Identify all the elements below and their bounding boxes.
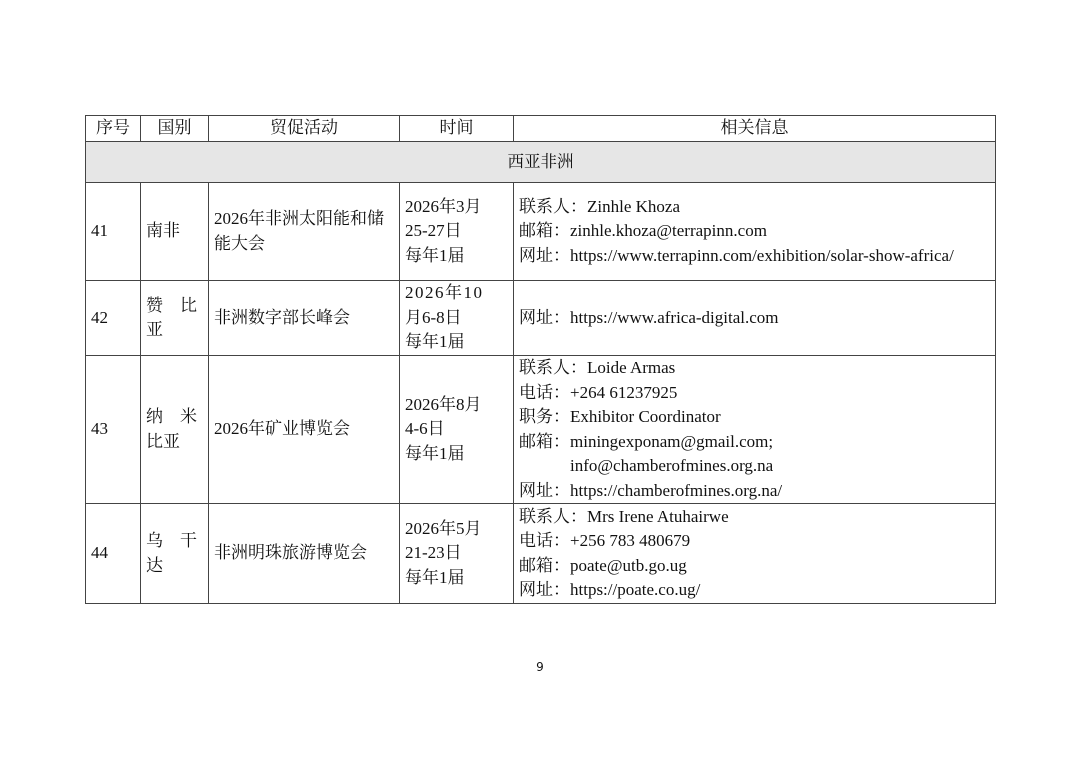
info-value: zinhle.khoza@terrapinn.com [570,221,767,241]
info-label: 联系人： [519,506,587,526]
events-table [85,115,996,604]
info-line [519,505,990,530]
row-info [514,356,996,504]
info-value: https://www.africa-digital.com [570,307,779,327]
country-line [146,294,203,319]
info-label: 联系人： [519,358,587,377]
info-value-line: miningexponam@gmail.com; [570,431,774,451]
info-label: 邮箱： [519,221,570,241]
info-value: +256 783 480679 [570,531,691,550]
info-value: https://www.terrapinn.com/exhibition/solar-show-africa/ [570,245,954,265]
country-char: 乌 [146,531,163,550]
info-label: 网址： [519,245,570,265]
row-index: 41 [86,183,141,281]
country-char: 纳 [146,407,163,426]
time-line [405,195,508,220]
time-line: 21-23日 [405,543,462,563]
header-event: 贸促活动 [209,116,400,142]
info-value: https://chamberofmines.org.na/ [570,480,783,500]
info-line [519,381,990,406]
table-row [86,356,996,504]
country-text: 南非 [146,221,180,241]
info-label: 网址： [519,580,570,599]
info-line [519,405,990,430]
country-char: 赞 [146,295,163,315]
info-label: 网址： [519,480,570,500]
info-line [519,219,990,244]
time-line: 每年1届 [405,245,465,265]
time-line: 每年1届 [405,332,465,352]
row-info [514,183,996,281]
table-row [86,504,996,604]
region-row [86,142,996,183]
header-index: 序号 [86,116,141,142]
table-row [86,183,996,281]
info-label: 邮箱： [519,555,570,575]
row-time [400,356,514,504]
table-header-row [86,116,996,142]
info-label: 邮箱： [519,431,570,451]
info-line [519,529,990,554]
row-time [400,281,514,356]
time-line: 每年1届 [405,567,465,587]
row-country [141,356,209,504]
country-line: 亚 [146,320,163,339]
row-event: 非洲数字部长峰会 [209,281,400,356]
info-label: 网址： [519,307,570,327]
row-country [141,183,209,281]
time-line: 2026年5月 [405,518,482,538]
row-info [514,281,996,356]
country-line [146,529,203,554]
info-value: Zinhle Khoza [587,196,680,216]
time-line: 2026年8月 [405,394,482,414]
row-time [400,504,514,604]
info-label: 电话： [519,382,570,402]
row-country [141,504,209,604]
row-info [514,504,996,604]
country-line [146,405,203,430]
country-char: 干 [180,531,197,550]
row-index: 42 [86,281,141,356]
header-time: 时间 [400,116,514,142]
info-value: poate@utb.go.ug [570,555,687,575]
info-line [519,479,990,504]
info-value: Mrs Irene Atuhairwe [587,506,729,526]
country-line: 比亚 [146,431,180,451]
info-line [519,306,990,331]
time-line: 25-27日 [405,221,462,241]
row-time [400,183,514,281]
row-country [141,281,209,356]
row-event: 2026年矿业博览会 [209,356,400,504]
info-label: 联系人： [519,196,587,216]
info-value: Loide Armas [587,358,676,377]
info-line [519,195,990,220]
row-index: 43 [86,356,141,504]
country-line: 达 [146,555,163,575]
page-number: 9 [536,660,544,674]
time-date: 2026年3月 [405,196,482,216]
info-line [519,244,990,269]
header-info: 相关信息 [514,116,996,142]
info-label: 职务： [519,407,570,426]
time-line: 每年1届 [405,443,465,463]
time-line: 2026年10 [405,283,484,303]
row-event: 2026年非洲太阳能和储能大会 [209,183,400,281]
row-event: 非洲明珠旅游博览会 [209,504,400,604]
info-line [519,430,990,479]
info-value: Exhibitor Coordinator [570,407,721,426]
header-country: 国别 [141,116,209,142]
time-line: 4-6日 [405,419,445,439]
row-index: 44 [86,504,141,604]
info-line [519,578,990,603]
info-value: +264 61237925 [570,382,678,402]
info-line [519,554,990,579]
region-label: 西亚非洲 [86,142,996,183]
country-char: 米 [180,407,197,426]
info-value: https://poate.co.ug/ [570,580,701,599]
info-label: 电话： [519,531,570,550]
country-char: 比 [180,295,197,315]
table-row [86,281,996,356]
time-line: 月6-8日 [405,307,462,327]
info-value-line: info@chamberofmines.org.na [570,456,774,475]
info-line [519,356,990,381]
info-value [570,430,990,479]
